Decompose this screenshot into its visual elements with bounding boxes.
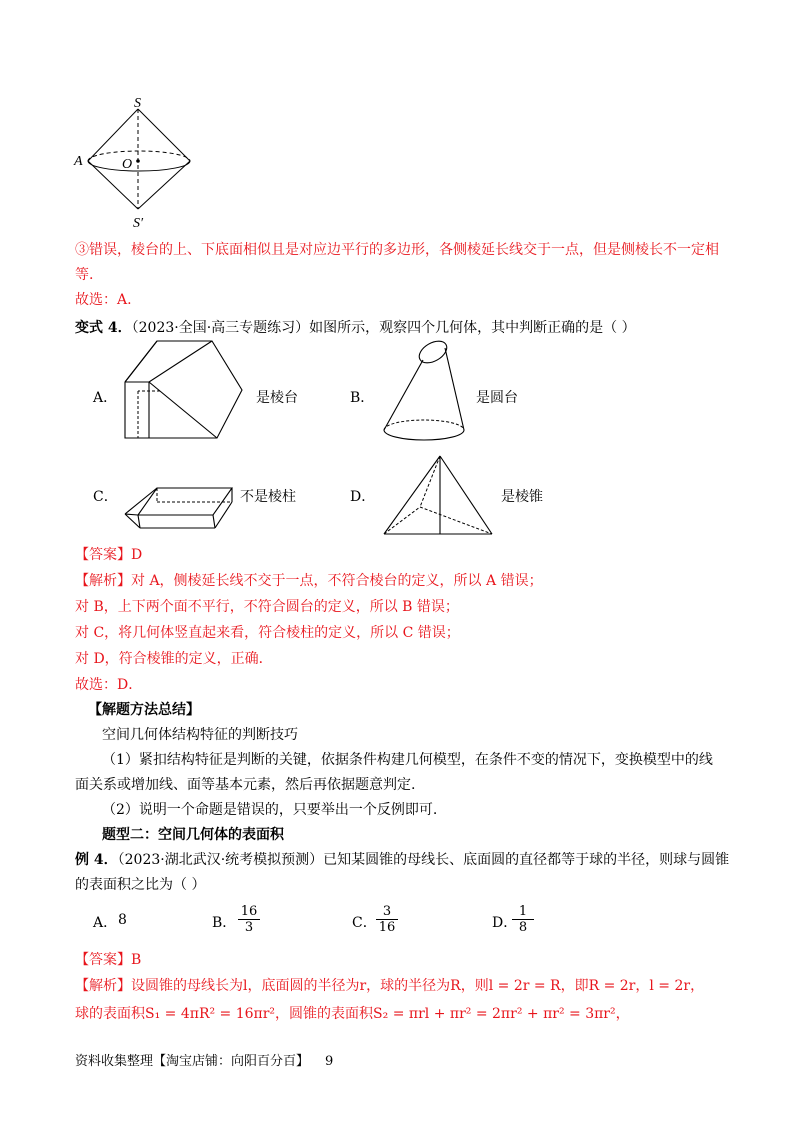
conclusion: 故选：A.: [75, 292, 132, 308]
analysis-tag: 【解析】: [75, 978, 131, 994]
example-question: 例 4．（2023·湖北武汉·统考模拟预测）已知某圆锥的母线长、底面圆的直径都等于球的半径，则球与圆锥: [75, 852, 730, 868]
analysis-tag: 【解析】: [75, 573, 131, 589]
analysis-line: 等.: [75, 267, 94, 283]
label-o: O: [122, 157, 133, 172]
option-c-caption: 不是棱柱: [240, 489, 296, 505]
option-a-letter: A．: [93, 915, 118, 931]
option-c-fraction: $\frac{3}{16}$: [376, 904, 398, 935]
option-c-figure: [120, 480, 240, 535]
option-b-figure: [378, 338, 468, 448]
answer: 【答案】D: [75, 547, 143, 563]
section-heading: 题型二：空间几何体的表面积: [102, 827, 284, 843]
variant-source: （2023·全国·高三专题练习）如图所示，观察四个几何体，其中判断正确的是（ ）: [131, 320, 636, 336]
page-number: 9: [325, 1054, 334, 1069]
analysis-line: 【解析】对 A，侧棱延长线不交于一点，不符合棱台的定义，所以 A 错误；: [75, 573, 543, 589]
example-question: 的表面积之比为（ ）: [75, 877, 206, 893]
option-a-letter: A．: [93, 390, 118, 406]
double-cone-figure: [70, 95, 200, 235]
variant-question: [75, 318, 636, 338]
method-paragraph: 面关系或增加线、面等基本元素，然后再依据题意判定.: [75, 777, 416, 793]
answer: 【答案】B: [75, 952, 142, 968]
option-b-letter: B．: [350, 390, 375, 406]
method-paragraph: （1）紧扣结构特征是判断的关键，依据条件构建几何模型，在条件不变的情况下，变换模型中的线: [102, 752, 713, 768]
option-b-letter: B．: [212, 915, 237, 931]
analysis-line: 【解析】设圆锥的母线长为l，底面圆的半径为r，球的半径为R，则l = 2r = R，即R = 2r，l = 2r，: [75, 978, 705, 994]
option-d-figure: [380, 452, 495, 542]
analysis-line: 对 C，将几何体竖直起来看，符合棱柱的定义，所以 C 错误；: [75, 625, 460, 641]
conclusion: 故选：D．: [75, 677, 143, 693]
label-a: A: [74, 154, 83, 169]
footer-text: 资料收集整理【淘宝店铺：向阳百分百】: [75, 1054, 310, 1069]
method-paragraph: （2）说明一个命题是错误的，只要举出一个反例即可.: [102, 802, 438, 818]
option-a-figure: [120, 338, 250, 443]
option-d-letter: D．: [350, 489, 376, 505]
method-heading: 【解题方法总结】: [88, 702, 200, 718]
option-d-fraction: $\frac{1}{8}$: [512, 904, 534, 935]
analysis-line: ③错误，棱台的上、下底面相似且是对应边平行的多边形，各侧棱延长线交于一点，但是侧棱长不一定相: [75, 242, 719, 258]
footer: [75, 1052, 333, 1072]
option-a-caption: 是棱台: [256, 390, 298, 406]
label-s-prime: S′: [133, 216, 144, 231]
analysis-line: 对 D，符合棱锥的定义，正确．: [75, 651, 273, 667]
option-d-letter: D．: [492, 915, 518, 931]
option-a-value: 8: [118, 912, 127, 928]
option-c-letter: C．: [352, 915, 377, 931]
method-title: 空间几何体结构特征的判断技巧: [102, 727, 298, 743]
option-d-caption: 是棱锥: [501, 489, 543, 505]
analysis-line: 球的表面积S₁ = 4πR² = 16πr²，圆锥的表面积S₂ = πrl + πr² = 2πr² + πr² = 3πr²，: [75, 1006, 630, 1022]
option-b-caption: 是圆台: [476, 390, 518, 406]
example-label: 例 4．: [75, 852, 118, 868]
label-s: S: [134, 96, 141, 111]
variant-label: 变式 4．: [75, 320, 132, 336]
option-b-fraction: $\frac{16}{3}$: [238, 904, 260, 935]
option-c-letter: C．: [93, 489, 118, 505]
analysis-line: 对 B，上下两个面不平行，不符合圆台的定义，所以 B 错误；: [75, 599, 459, 615]
